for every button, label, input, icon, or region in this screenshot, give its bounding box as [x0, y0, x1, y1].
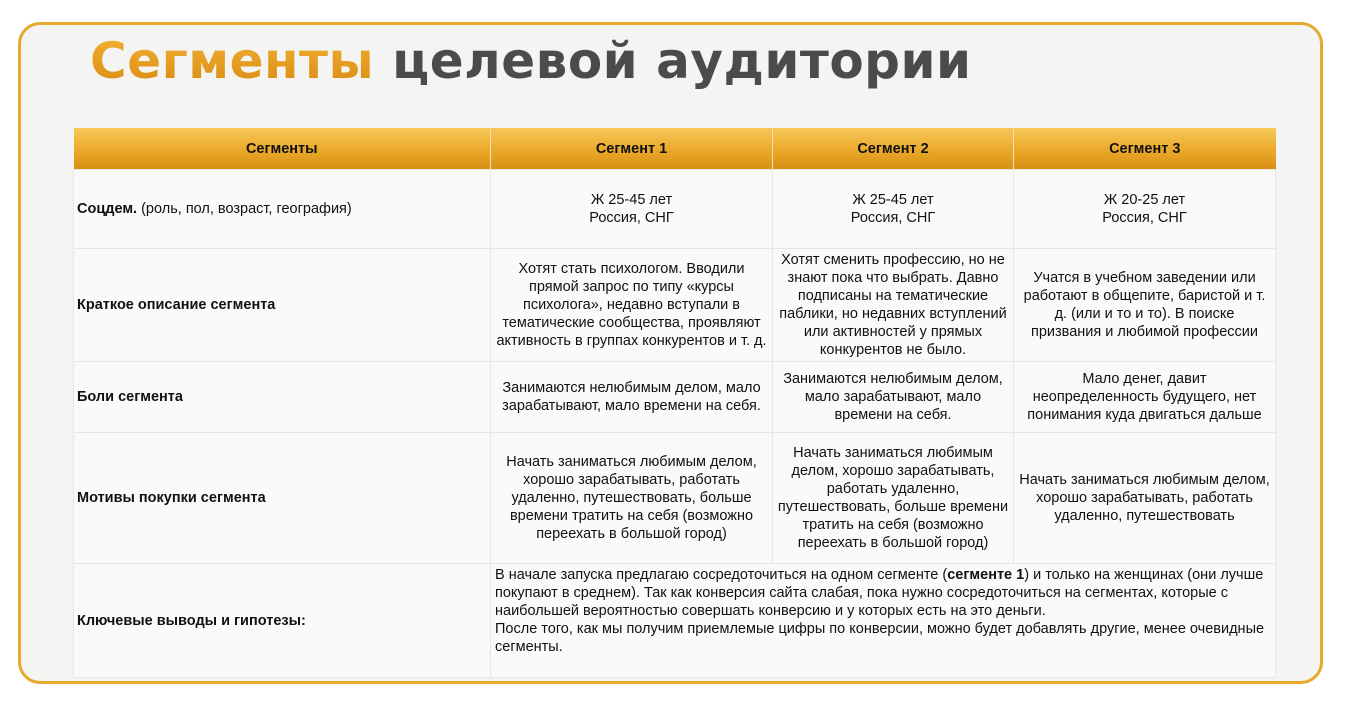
table-row-conclusions: [74, 564, 1276, 678]
pains-cell-3: Мало денег, давит неопределенность будущего, нет понимания куда двигаться дальше: [1014, 362, 1276, 433]
row-label-pains: Боли сегмента: [74, 362, 491, 433]
socdem-cell-2: [773, 170, 1014, 249]
header-segment-2: Сегмент 2: [773, 128, 1014, 170]
description-cell-2: Хотят сменить профессию, но не знают пока что выбрать. Давно подписаны на тематические паблики, но недавних вступлений или активностей у прямых конкурентов не было.: [773, 249, 1014, 362]
table-row-pains: [74, 362, 1276, 433]
socdem-3-line-2: Россия, СНГ: [1102, 210, 1187, 226]
table-row-description: [74, 249, 1276, 362]
row-label-conclusions: Ключевые выводы и гипотезы:: [74, 564, 491, 678]
socdem-2-line-1: Ж 25-45 лет: [852, 192, 934, 208]
table-header-row: [74, 128, 1276, 170]
socdem-label-rest: (роль, пол, возраст, география): [137, 201, 352, 217]
conclusions-cell: [491, 564, 1276, 678]
conclusions-paragraph-1: [495, 566, 1271, 620]
conclusions-p1-before: В начале запуска предлагаю сосредоточиться на одном сегменте (: [495, 567, 948, 583]
table-row-motives: [74, 433, 1276, 564]
segments-table: [73, 128, 1276, 678]
row-label-socdem: [74, 170, 491, 249]
row-label-motives: Мотивы покупки сегмента: [74, 433, 491, 564]
header-segments: Сегменты: [74, 128, 491, 170]
socdem-3-line-1: Ж 20-25 лет: [1103, 192, 1186, 208]
description-cell-1: Хотят стать психологом. Вводили прямой запрос по типу «курсы психолога», недавно вступали в тематические сообщества, проявляют активность в группах конкурентов и т. д.: [491, 249, 773, 362]
title-accent: Сегменты: [90, 32, 375, 90]
header-segment-1: Сегмент 1: [491, 128, 773, 170]
socdem-cell-1: [491, 170, 773, 249]
socdem-2-line-2: Россия, СНГ: [850, 210, 936, 226]
title-rest: целевой аудитории: [392, 32, 972, 90]
socdem-1-line-1: Ж 25-45 лет: [590, 192, 673, 208]
conclusions-p1-after: ) и только на женщинах (они лучше покупают в среднем). Так как конверсия сайта слабая, пока нужно сосредоточиться на сегментах, которые с наибольшей вероятностью совершать конверсию и у которых есть на это деньги.: [495, 567, 1264, 619]
header-segment-3: Сегмент 3: [1014, 128, 1276, 170]
motives-cell-2: Начать заниматься любимым делом, хорошо зарабатывать, работать удаленно, путешествовать, больше времени тратить на себя (возможно переехать в большой город): [773, 433, 1014, 564]
table-row-socdem: [74, 170, 1276, 249]
row-label-description: Краткое описание сегмента: [74, 249, 491, 362]
pains-cell-1: Занимаются нелюбимым делом, мало зарабатывают, мало времени на себя.: [491, 362, 773, 433]
page-title: [90, 28, 972, 94]
motives-cell-1: Начать заниматься любимым делом, хорошо зарабатывать, работать удаленно, путешествовать, больше времени тратить на себя (возможно переехать в большой город): [491, 433, 773, 564]
pains-cell-2: Занимаются нелюбимым делом, мало зарабатывают, мало времени на себя.: [773, 362, 1014, 433]
socdem-label-bold: Соцдем.: [77, 201, 138, 217]
conclusions-p1-bold: сегменте 1: [947, 567, 1025, 583]
socdem-cell-3: [1014, 170, 1276, 249]
motives-cell-3: Начать заниматься любимым делом, хорошо зарабатывать, работать удаленно, путешествовать: [1014, 433, 1276, 564]
conclusions-paragraph-2: После того, как мы получим приемлемые цифры по конверсии, можно будет добавлять другие, менее очевидные сегменты.: [495, 621, 1265, 655]
description-cell-3: Учатся в учебном заведении или работают в общепите, баристой и т. д. (или и то и то). В поиске призвания и любимой профессии: [1014, 249, 1276, 362]
socdem-1-line-2: Россия, СНГ: [589, 210, 674, 226]
